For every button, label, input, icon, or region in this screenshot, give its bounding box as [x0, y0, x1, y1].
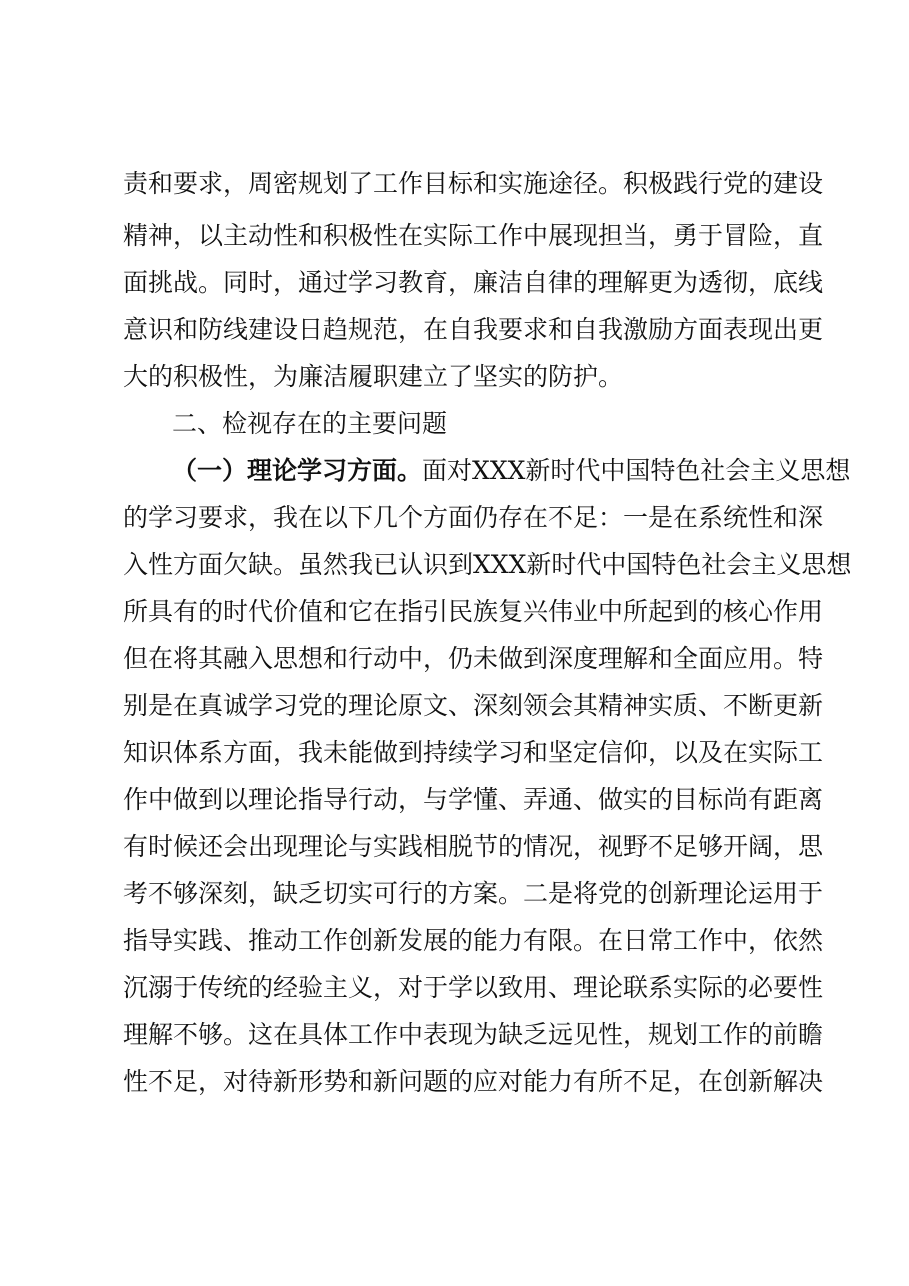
paragraph-line: 作中做到以理论指导行动，与学懂、弄通、做实的目标尚有距离 [123, 785, 824, 814]
paragraph-line: 性不足，对待新形势和新问题的应对能力有所不足，在创新解决 [123, 1067, 824, 1096]
paragraph-line: 别是在真诚学习党的理论原文、深刻领会其精神实质、不断更新 [123, 691, 824, 720]
paragraph-line: 知识体系方面，我未能做到持续学习和坚定信仰，以及在实际工 [123, 738, 824, 767]
paragraph-line: 考不够深刻，缺乏切实可行的方案。二是将党的创新理论运用于 [123, 879, 824, 908]
paragraph-line: 入性方面欠缺。虽然我已认识到XXX新时代中国特色社会主义思想 [123, 550, 852, 579]
paragraph-line: 沉溺于传统的经验主义，对于学以致用、理论联系实际的必要性 [123, 973, 824, 1002]
paragraph-first-line [172, 448, 851, 494]
paragraph-line: 理解不够。这在具体工作中表现为缺乏远见性，规划工作的前瞻 [123, 1020, 824, 1049]
paragraph-line: 指导实践、推动工作创新发展的能力有限。在日常工作中，依然 [123, 926, 824, 955]
paragraph-line: 责和要求，周密规划了工作目标和实施途径。积极践行党的建设 [123, 169, 824, 198]
paragraph-line: 有时候还会出现理论与实践相脱节的情况，视野不足够开阔，思 [123, 832, 824, 861]
paragraph-line: 但在将其融入思想和行动中，仍未做到深度理解和全面应用。特 [123, 644, 824, 673]
paragraph-first-line-rest: 面对XXX新时代中国特色社会主义思想 [422, 456, 851, 485]
paragraph-line: 意识和防线建设日趋规范，在自我要求和自我激励方面表现出更 [123, 315, 824, 344]
paragraph-line: 所具有的时代价值和它在指引民族复兴伟业中所起到的核心作用 [123, 597, 824, 626]
section-heading: 二、检视存在的主要问题 [172, 409, 448, 438]
paragraph-line: 面挑战。同时，通过学习教育，廉洁自律的理解更为透彻，底线 [123, 268, 824, 297]
paragraph-line: 精神，以主动性和积极性在实际工作中展现担当，勇于冒险，直 [123, 221, 824, 250]
paragraph-line: 大的积极性，为廉洁履职建立了坚实的防护。 [123, 362, 624, 391]
subsection-lead: （一）理论学习方面。 [172, 456, 423, 485]
paragraph-line: 的学习要求，我在以下几个方面仍存在不足：一是在系统性和深 [123, 503, 824, 532]
